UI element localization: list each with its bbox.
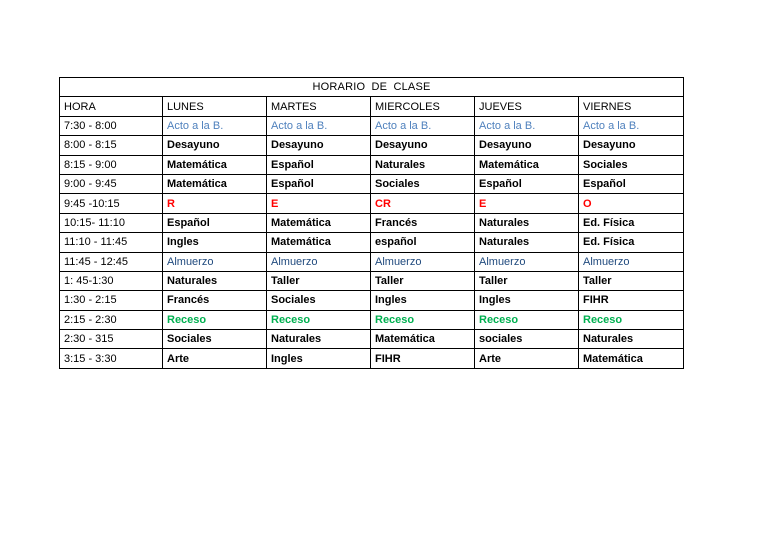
title-row bbox=[60, 78, 684, 97]
subject-cell-viernes: Ed. Física bbox=[579, 233, 684, 252]
subject-cell-jueves: sociales bbox=[475, 330, 579, 349]
time-cell: 11:45 - 12:45 bbox=[60, 252, 163, 271]
header-row bbox=[60, 97, 684, 116]
table-row bbox=[60, 330, 684, 349]
subject-cell-martes: Matemática bbox=[267, 213, 371, 232]
subject-cell-lunes: Acto a la B. bbox=[163, 116, 267, 135]
subject-cell-jueves: Ingles bbox=[475, 291, 579, 310]
subject-cell-miercoles: Sociales bbox=[371, 174, 475, 193]
subject-cell-viernes: Español bbox=[579, 174, 684, 193]
subject-cell-jueves: Arte bbox=[475, 349, 579, 368]
subject-cell-martes: Matemática bbox=[267, 233, 371, 252]
subject-cell-jueves: Desayuno bbox=[475, 136, 579, 155]
subject-cell-viernes: FIHR bbox=[579, 291, 684, 310]
subject-cell-miercoles: Receso bbox=[371, 310, 475, 329]
subject-cell-viernes: Taller bbox=[579, 271, 684, 290]
subject-cell-viernes: Desayuno bbox=[579, 136, 684, 155]
time-cell: 9:45 -10:15 bbox=[60, 194, 163, 213]
subject-cell-lunes: Matemática bbox=[163, 155, 267, 174]
subject-cell-viernes: Ed. Física bbox=[579, 213, 684, 232]
table-row bbox=[60, 174, 684, 193]
subject-cell-miercoles: Ingles bbox=[371, 291, 475, 310]
subject-cell-lunes: Almuerzo bbox=[163, 252, 267, 271]
subject-cell-miercoles: Acto a la B. bbox=[371, 116, 475, 135]
subject-cell-lunes: Sociales bbox=[163, 330, 267, 349]
subject-cell-viernes: Matemática bbox=[579, 349, 684, 368]
subject-cell-jueves: Taller bbox=[475, 271, 579, 290]
subject-cell-miercoles: Desayuno bbox=[371, 136, 475, 155]
subject-cell-martes: Español bbox=[267, 174, 371, 193]
subject-cell-lunes: Desayuno bbox=[163, 136, 267, 155]
time-cell: 11:10 - 11:45 bbox=[60, 233, 163, 252]
subject-cell-martes: E bbox=[267, 194, 371, 213]
subject-cell-miercoles: español bbox=[371, 233, 475, 252]
table-row bbox=[60, 271, 684, 290]
column-header-miercoles: MIERCOLES bbox=[371, 97, 475, 116]
subject-cell-miercoles: Francés bbox=[371, 213, 475, 232]
table-row bbox=[60, 310, 684, 329]
table-row bbox=[60, 213, 684, 232]
subject-cell-miercoles: Taller bbox=[371, 271, 475, 290]
subject-cell-martes: Taller bbox=[267, 271, 371, 290]
subject-cell-lunes: Ingles bbox=[163, 233, 267, 252]
time-cell: 1:30 - 2:15 bbox=[60, 291, 163, 310]
subject-cell-jueves: Almuerzo bbox=[475, 252, 579, 271]
subject-cell-lunes: Receso bbox=[163, 310, 267, 329]
time-cell: 2:30 - 315 bbox=[60, 330, 163, 349]
subject-cell-martes: Naturales bbox=[267, 330, 371, 349]
subject-cell-jueves: Acto a la B. bbox=[475, 116, 579, 135]
schedule-body bbox=[60, 116, 684, 368]
subject-cell-jueves: Receso bbox=[475, 310, 579, 329]
time-cell: 3:15 - 3:30 bbox=[60, 349, 163, 368]
subject-cell-martes: Desayuno bbox=[267, 136, 371, 155]
subject-cell-jueves: Naturales bbox=[475, 233, 579, 252]
column-header-hora: HORA bbox=[60, 97, 163, 116]
subject-cell-viernes: Acto a la B. bbox=[579, 116, 684, 135]
subject-cell-jueves: E bbox=[475, 194, 579, 213]
subject-cell-lunes: Naturales bbox=[163, 271, 267, 290]
column-header-martes: MARTES bbox=[267, 97, 371, 116]
column-header-viernes: VIERNES bbox=[579, 97, 684, 116]
table-row bbox=[60, 116, 684, 135]
time-cell: 9:00 - 9:45 bbox=[60, 174, 163, 193]
schedule-title: HORARIO DE CLASE bbox=[60, 78, 684, 97]
subject-cell-viernes: Naturales bbox=[579, 330, 684, 349]
subject-cell-lunes: Español bbox=[163, 213, 267, 232]
column-header-lunes: LUNES bbox=[163, 97, 267, 116]
table-row bbox=[60, 252, 684, 271]
subject-cell-lunes: Arte bbox=[163, 349, 267, 368]
schedule-table bbox=[59, 77, 684, 369]
table-row bbox=[60, 349, 684, 368]
time-cell: 8:15 - 9:00 bbox=[60, 155, 163, 174]
subject-cell-lunes: R bbox=[163, 194, 267, 213]
time-cell: 1: 45-1:30 bbox=[60, 271, 163, 290]
subject-cell-martes: Acto a la B. bbox=[267, 116, 371, 135]
subject-cell-viernes: Receso bbox=[579, 310, 684, 329]
table-row bbox=[60, 194, 684, 213]
subject-cell-lunes: Francés bbox=[163, 291, 267, 310]
subject-cell-lunes: Matemática bbox=[163, 174, 267, 193]
subject-cell-viernes: O bbox=[579, 194, 684, 213]
table-row bbox=[60, 136, 684, 155]
subject-cell-jueves: Matemática bbox=[475, 155, 579, 174]
table-row bbox=[60, 291, 684, 310]
column-header-jueves: JUEVES bbox=[475, 97, 579, 116]
time-cell: 10:15- 11:10 bbox=[60, 213, 163, 232]
subject-cell-miercoles: Matemática bbox=[371, 330, 475, 349]
subject-cell-martes: Receso bbox=[267, 310, 371, 329]
subject-cell-jueves: Español bbox=[475, 174, 579, 193]
subject-cell-martes: Almuerzo bbox=[267, 252, 371, 271]
subject-cell-martes: Español bbox=[267, 155, 371, 174]
subject-cell-jueves: Naturales bbox=[475, 213, 579, 232]
table-row bbox=[60, 155, 684, 174]
table-row bbox=[60, 233, 684, 252]
subject-cell-miercoles: CR bbox=[371, 194, 475, 213]
subject-cell-viernes: Sociales bbox=[579, 155, 684, 174]
time-cell: 8:00 - 8:15 bbox=[60, 136, 163, 155]
subject-cell-viernes: Almuerzo bbox=[579, 252, 684, 271]
subject-cell-martes: Ingles bbox=[267, 349, 371, 368]
subject-cell-miercoles: Almuerzo bbox=[371, 252, 475, 271]
subject-cell-miercoles: Naturales bbox=[371, 155, 475, 174]
subject-cell-martes: Sociales bbox=[267, 291, 371, 310]
subject-cell-miercoles: FIHR bbox=[371, 349, 475, 368]
time-cell: 7:30 - 8:00 bbox=[60, 116, 163, 135]
time-cell: 2:15 - 2:30 bbox=[60, 310, 163, 329]
